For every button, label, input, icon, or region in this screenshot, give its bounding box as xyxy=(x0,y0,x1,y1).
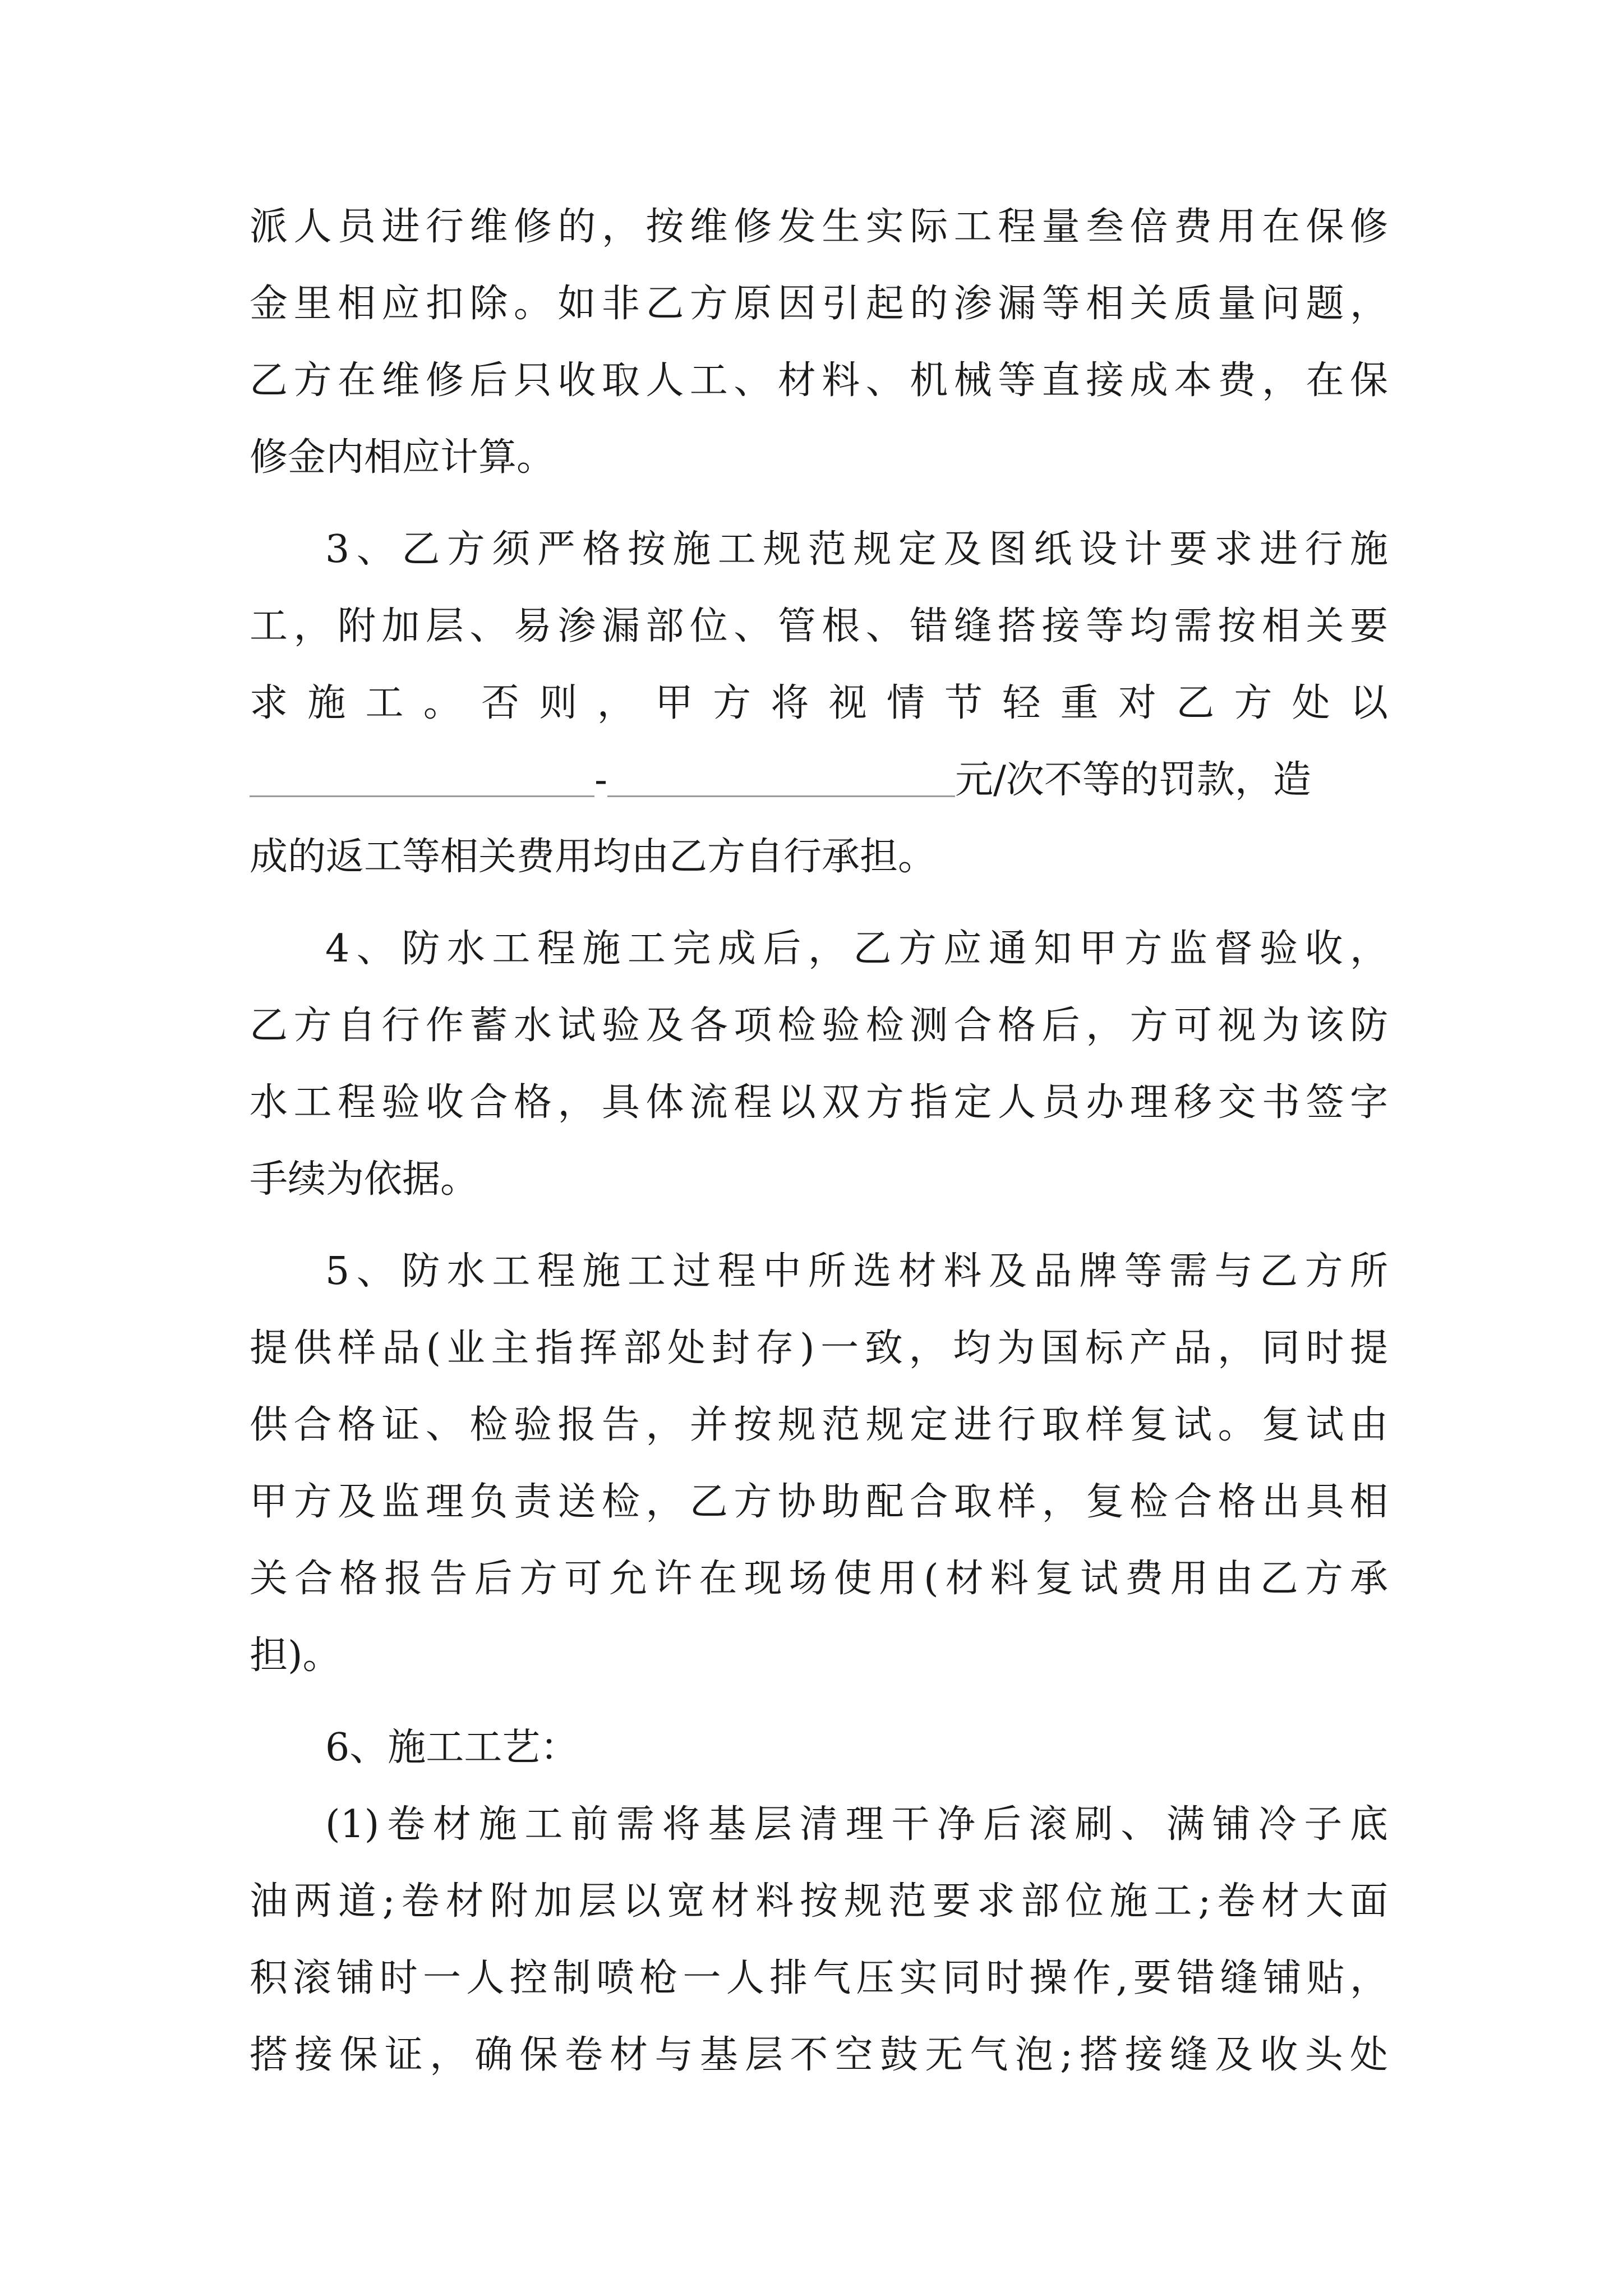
text-line: 油两道;卷材附加层以宽材料按规范要求部位施工;卷材大面 xyxy=(250,1879,1388,1924)
text-line: 提供样品(业主指挥部处封存)一致，均为国标产品，同时提 xyxy=(250,1326,1388,1370)
text-line: 乙方在维修后只收取人工、材料、机械等直接成本费，在保 xyxy=(250,358,1388,403)
text-line: 甲方及监理负责送检，乙方协助配合取样，复检合格出具相 xyxy=(250,1480,1388,1524)
blank-field-max xyxy=(607,756,955,797)
text-line: 工，附加层、易渗漏部位、管根、错缝搭接等均需按相关要 xyxy=(250,604,1388,648)
text-line: 成的返工等相关费用均由乙方自行承担。 xyxy=(250,835,937,879)
text-line: 乙方自行作蓄水试验及各项检验检测合格后，方可视为该防 xyxy=(250,1004,1388,1048)
text-line: 3、乙方须严格按施工规范规定及图纸设计要求进行施 xyxy=(325,527,1388,572)
range-dash: - xyxy=(594,758,607,802)
text-line: 修金内相应计算。 xyxy=(250,435,555,480)
text-line: 5、防水工程施工过程中所选材料及品牌等需与乙方所 xyxy=(325,1249,1388,1294)
text-line: 4、防水工程施工完成后，乙方应通知甲方监督验收， xyxy=(325,927,1388,971)
text-line: 搭接保证，确保卷材与基层不空鼓无气泡;搭接缝及收头处 xyxy=(250,2033,1388,2077)
text-line: 供合格证、检验报告，并按规范规定进行取样复试。复试由 xyxy=(250,1403,1388,1447)
text-line: 水工程验收合格，具体流程以双方指定人员办理移交书签字 xyxy=(250,1080,1388,1125)
text-fragment: 元/次不等的罚款，造 xyxy=(955,758,1311,802)
blank-field-min xyxy=(250,756,594,797)
text-line: 担)。 xyxy=(250,1634,341,1678)
section-heading: 6、施工工艺： xyxy=(325,1726,579,1770)
text-line: 求 施 工 。 否 则 ， 甲 方 将 视 情 节 轻 重 对 乙 方 处 以 xyxy=(250,681,1388,725)
penalty-line xyxy=(250,752,1388,808)
text-line: 积滚铺时一人控制喷枪一人排气压实同时操作,要错缝铺贴， xyxy=(250,1956,1388,2000)
text-line: (1)卷材施工前需将基层清理干净后滚刷、满铺冷子底 xyxy=(325,1802,1388,1847)
text-line: 金里相应扣除。如非乙方原因引起的渗漏等相关质量问题， xyxy=(250,282,1388,326)
text-line: 手续为依据。 xyxy=(250,1157,479,1202)
text-line: 派人员进行维修的，按维修发生实际工程量叁倍费用在保修 xyxy=(250,205,1388,249)
text-line: 关合格报告后方可允许在现场使用(材料复试费用由乙方承 xyxy=(250,1557,1388,1601)
